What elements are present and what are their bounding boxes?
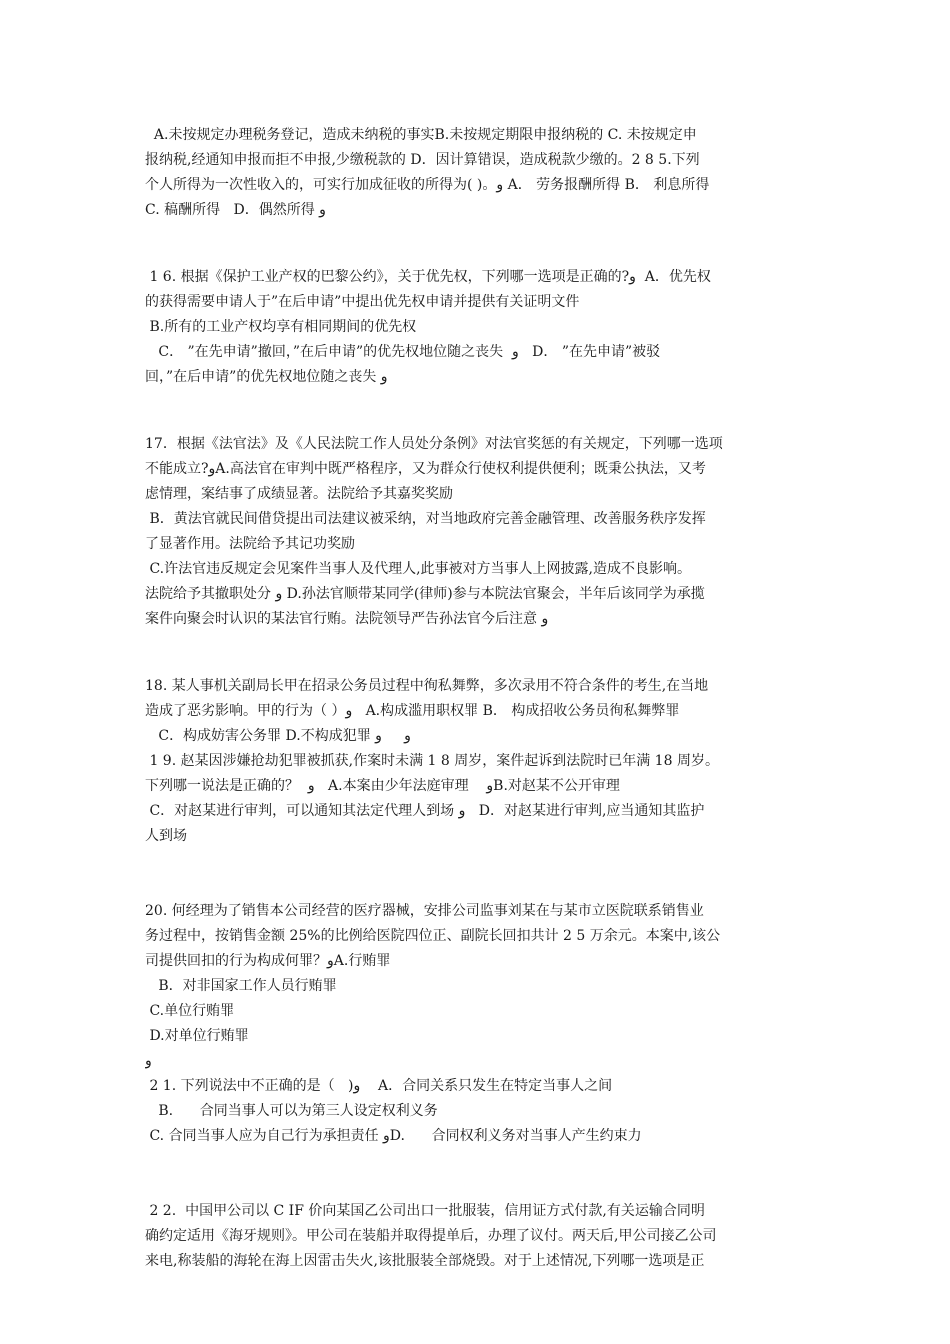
text-line: 确约定适用《海牙规则》。甲公司在装船并取得提单后，办理了议付。两天后,甲公司接乙公司 [145,1228,717,1244]
text-line: 法院给予其撤职处分 و D.孙法官顺带某同学(律师)参与本院法官聚会，半年后该同学为承揽 [145,586,705,602]
text-line: 1 6. 根据《保护工业产权的巴黎公约》，关于优先权，下列哪一选项是正确的?و A．优先权 [145,269,711,285]
text-line: C. 合同当事人应为自己行为承担责任 وD. 合同权利义务对当事人产生约束力 [145,1128,642,1144]
text-line: B．黄法官就民间借贷提出司法建议被采纳，对当地政府完善金融管理、改善服务秩序发挥 [145,511,706,527]
text-line: C. 稿酬所得 D．偶然所得 و [145,202,326,218]
text-line: 个人所得为一次性收入的，可实行加成征收的所得为( )。و A． 劳务报酬所得 B． 利息所得 [145,177,710,193]
text-line: 造成了恶劣影响。甲的行为（ ）و A.构成滥用职权罪 B． 构成招收公务员徇私舞弊罪 [145,703,680,719]
text-line: 案件向聚会时认识的某法官行贿。法院领导严告孙法官今后注意 و [145,611,549,627]
text-line: B.所有的工业产权均享有相同期间的优先权 [145,319,417,335]
text-line: 回，”在后申请”的优先权地位随之丧失 و [145,369,388,385]
paragraph-gap [145,390,815,432]
text-line: 的获得需要申请人于”在后申请”中提出优先权申请并提供有关证明文件 [145,294,580,310]
question-block-22 [145,1199,815,1274]
paragraph-gap [145,849,815,899]
text-line: 人到场 [145,828,187,844]
paragraph-gap [145,1149,815,1199]
text-line: C.许法官违反规定会见案件当事人及代理人,此事被对方当事人上网披露,造成不良影响。 [145,561,692,577]
text-line: A.未按规定办理税务登记，造成未纳税的事实B.未按规定期限申报纳税的 C. 未按规定申 [145,127,697,143]
text-line: 18. 某人事机关副局长甲在招录公务员过程中徇私舞弊，多次录用不符合条件的考生,在当地 [145,678,709,694]
text-line: 20. 何经理为了销售本公司经营的医疗器械，安排公司监事刘某在与某市立医院联系销售业 [145,903,704,919]
text-line: D.对单位行贿罪 [145,1028,249,1044]
text-line: B. 合同当事人可以为第三人设定权利义务 [145,1103,438,1119]
text-line: 2 1. 下列说法中不正确的是（ )و A．合同关系只发生在特定当事人之间 [145,1078,613,1094]
text-line: 2 2. 中国甲公司以 C IF 价向某国乙公司出口一批服装，信用证方式付款,有关运输合同明 [145,1203,705,1219]
text-line: B．对非国家工作人员行贿罪 [145,978,337,994]
text-line: 1 9. 赵某因涉嫌抢劫犯罪被抓获,作案时未满 1 8 周岁，案件起诉到法院时已年满 18 周岁。 [145,753,719,769]
question-block-16 [145,265,815,390]
text-line: C．构成妨害公务罪 D.不构成犯罪 و و [145,728,411,744]
text-line: 务过程中，按销售金额 25%的比例给医院四位正、副院长回扣共计 2 5 万余元。本案中,该公 [145,928,721,944]
question-block-18-19 [145,674,815,849]
text-line: 来电,称装船的海轮在海上因雷击失火,该批服装全部烧毁。对于上述情况,下列哪一选项是正 [145,1253,705,1269]
text-line: 下列哪一说法是正确的？ و A.本案由少年法庭审理 وB.对赵某不公开审理 [145,778,620,794]
question-block-17 [145,432,815,632]
paragraph-gap [145,223,815,265]
text-line: 了显著作用。法院给予其记功奖励 [145,536,355,552]
text-line: 17．根据《法官法》及《人民法院工作人员处分条例》对法官奖惩的有关规定，下列哪一选项 [145,436,723,452]
text-line: 司提供回扣的行为构成何罪？وA.行贿罪 [145,953,391,969]
text-line: C.单位行贿罪 [145,1003,235,1019]
paragraph-gap [145,632,815,674]
text-line: C． ”在先申请”撤回，”在后申请”的优先权地位随之丧失 و D． ”在先申请”被驳 [145,344,661,360]
text-line: C．对赵某进行审判，可以通知其法定代理人到场 و D．对赵某进行审判,应当通知其监护 [145,803,705,819]
document-page [145,123,815,1274]
question-block-15-tail [145,123,815,223]
text-line: و [145,1053,152,1069]
text-line: 不能成立?وA.高法官在审判中既严格程序，又为群众行使权利提供便利；既秉公执法，又考 [145,461,706,477]
question-block-20-21 [145,899,815,1149]
text-line: 报纳税,经通知申报而拒不申报,少缴税款的 D．因计算错误，造成税款少缴的。2 8 5.下列 [145,152,700,168]
text-line: 虑情理，案结事了成绩显著。法院给予其嘉奖奖励 [145,486,453,502]
